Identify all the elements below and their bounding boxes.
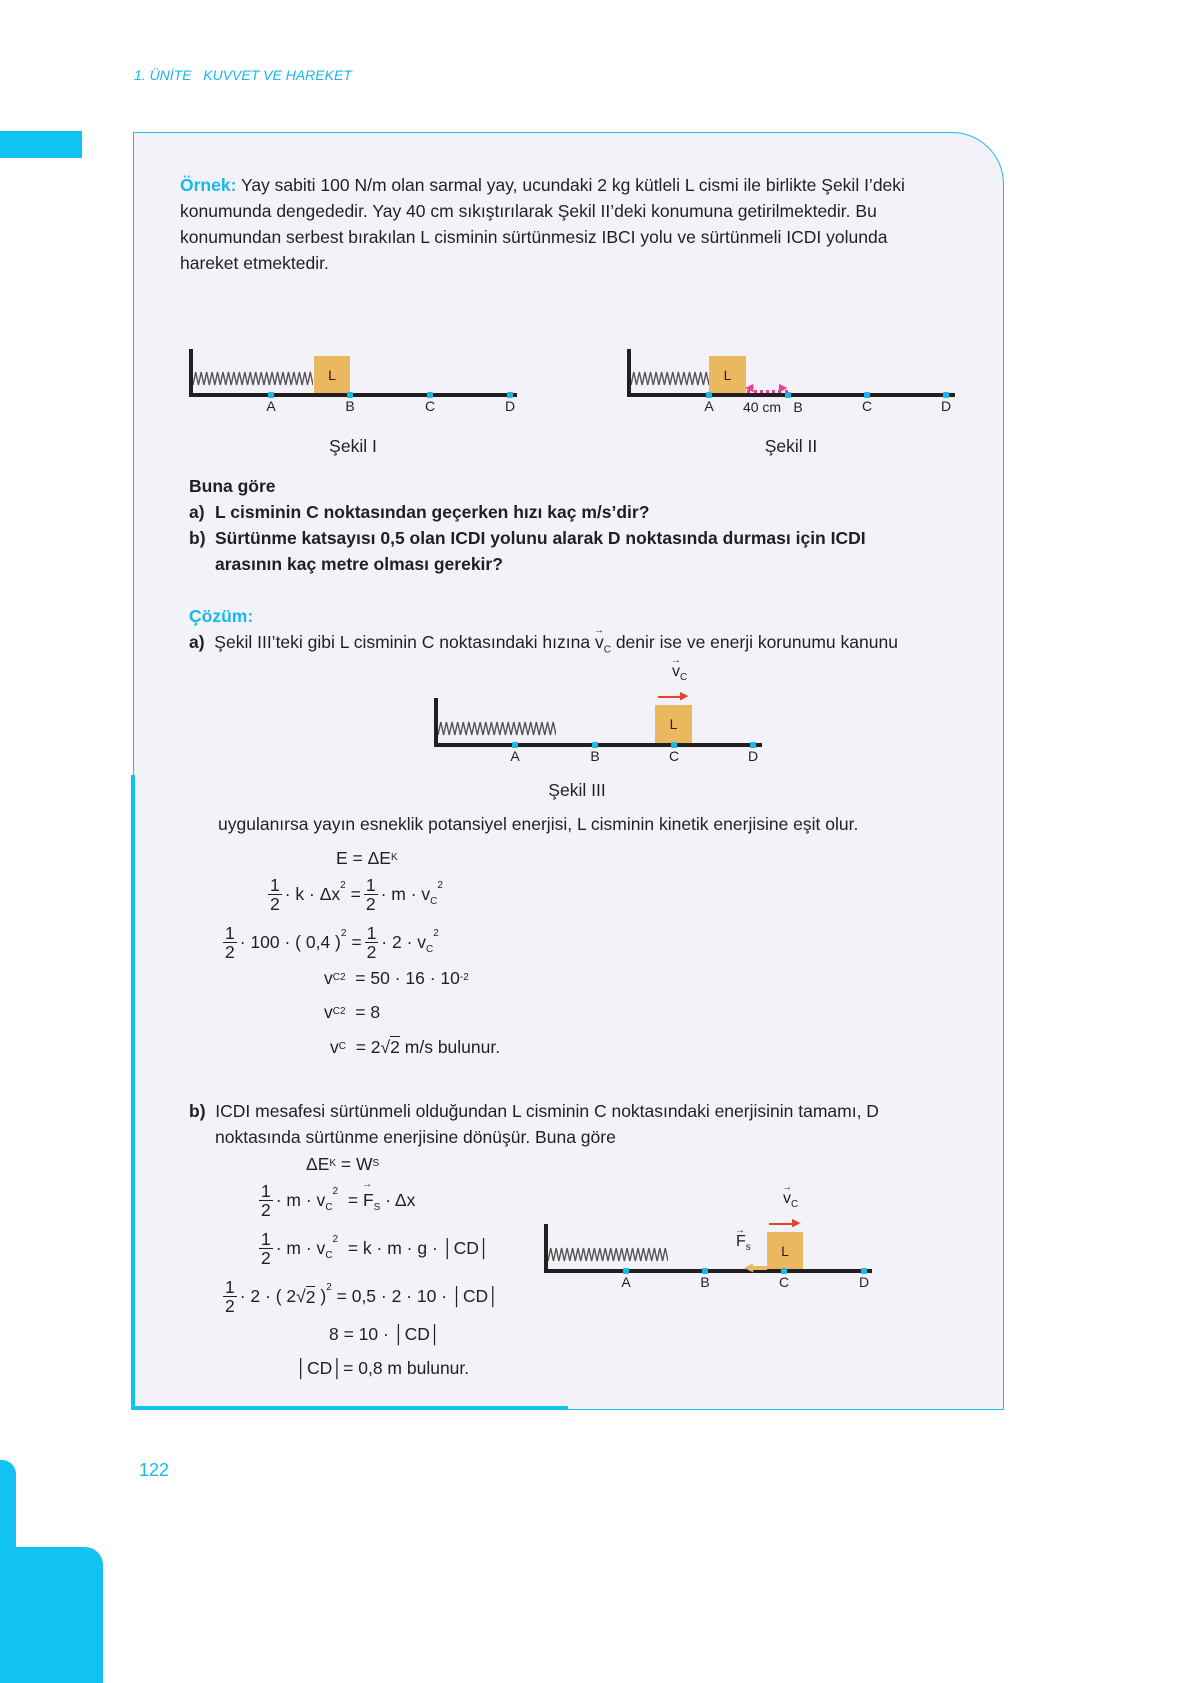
- point-label: C: [861, 398, 873, 414]
- point-label: B: [590, 748, 600, 764]
- block-l: L: [655, 705, 692, 743]
- spring: [548, 1247, 668, 1262]
- velocity-arrow: [769, 1223, 794, 1225]
- point-label: A: [510, 748, 520, 764]
- page-number: 122: [139, 1460, 170, 1480]
- spring: [193, 371, 313, 386]
- eq-b6: │CD│= 0,8 m bulunur.: [296, 1358, 470, 1378]
- point-label: A: [266, 398, 276, 414]
- box-accent-left: [131, 775, 135, 1410]
- point-label: C: [778, 1274, 790, 1290]
- point-label: D: [747, 748, 759, 764]
- arrow-head: ▶: [680, 690, 689, 702]
- floor: [544, 1269, 872, 1273]
- spring: [438, 721, 556, 736]
- point-label: D: [858, 1274, 870, 1290]
- caption-fig1: Şekil I: [329, 436, 377, 456]
- solution-b-text: b) ICDI mesafesi sürtünmeli olduğundan L cisminin C noktasındaki enerjisinin tamamı, D noktasında sürtünme enerjisine dönüşür. Buna göre: [189, 1101, 879, 1147]
- velocity-label: → $v_C$: [783, 1190, 798, 1214]
- friction-arrow: [751, 1266, 767, 1270]
- eq-a4: v C 2 = 50 · 16 · 10 -2: [324, 968, 469, 988]
- running-header: 1. ÜNİTE KUVVET VE HAREKET: [134, 67, 352, 83]
- arrow-head: ▶: [792, 1217, 801, 1229]
- spring: [631, 371, 709, 386]
- distance-label: 40 cm: [742, 399, 782, 415]
- eq-b5: 8 = 10 · │CD│: [329, 1324, 441, 1344]
- solution-label: Çözüm:: [189, 606, 254, 626]
- point-label: C: [668, 748, 680, 764]
- example-text: Örnek: Yay sabiti 100 N/m olan sarmal yay, ucundaki 2 kg kütleli L cismi ile birlikte Şekil I’deki konumunda dengededir. Yay 40 cm sıkıştırılarak Şekil II’deki konumuna getirilmektedir. Bu konumundan serbest bırakılan L cisminin sürtünmesiz IBCI yolu ve sürtünmeli ICDI yolunda hareket etmektedir.: [180, 175, 905, 273]
- point-label: A: [621, 1274, 631, 1290]
- arrow-head: ▶: [779, 382, 788, 394]
- caption-fig2: Şekil II: [764, 436, 818, 456]
- point-label: B: [345, 398, 355, 414]
- eq-b2: 1 2 · m · v $_C$ 2 = → F $_S$ · Δx: [256, 1182, 415, 1219]
- caption-fig3: Şekil III: [548, 780, 606, 800]
- eq-a2: 1 2 · k · Δx $^2$ = $\frac{1}{2}$ · m · v $_C$ 2: [270, 875, 443, 914]
- point-label: B: [793, 399, 803, 415]
- point-label: D: [940, 398, 952, 414]
- point-label: D: [504, 398, 516, 414]
- velocity-label: → $v_C$: [672, 663, 687, 687]
- floor: [434, 743, 762, 747]
- box-accent-bottom: [131, 1406, 568, 1410]
- arrow-head: ◀: [745, 382, 754, 394]
- side-tab-decoration: [0, 131, 82, 158]
- floor: [627, 393, 955, 397]
- eq-a3: 1 2 · 100 · ( 0,4 ) $^2$ = $\frac{1}{2}$ · 2 · v $_C$ 2: [225, 923, 439, 962]
- corner-decoration: [0, 1547, 103, 1683]
- question-a: a) L cisminin C noktasından geçerken hızı kaç m/s’dir?: [189, 502, 650, 522]
- friction-label: → $F_s$: [736, 1233, 751, 1257]
- question-intro: Buna göre: [189, 476, 276, 496]
- point-label: C: [424, 398, 436, 414]
- eq-b1: ΔE K = W S: [306, 1154, 380, 1174]
- solution-a-line1: a) Şekil III’teki gibi L cisminin C noktasındaki hızına → $v_C$ denir ise ve enerji korunumu kanunu: [189, 629, 898, 664]
- block-l: L: [709, 356, 746, 393]
- floor: [189, 393, 517, 397]
- eq-a6: v C = 2 √ 2 m/s bulunur.: [330, 1036, 501, 1057]
- arrow-head: ◀: [744, 1260, 754, 1274]
- eq-a1: E = ΔE K: [336, 848, 398, 868]
- eq-b3: 1 2 · m · v $_C$ 2 = k · m · g · │CD│: [261, 1229, 490, 1268]
- point-label: A: [704, 398, 714, 414]
- question-b: b) Sürtünme katsayısı 0,5 olan ICDI yolunu alarak D noktasında durması için ICDI arasının kaç metre olması gerekir?: [189, 528, 866, 574]
- point-label: B: [700, 1274, 710, 1290]
- block-l: L: [767, 1232, 803, 1269]
- block-l: L: [314, 356, 350, 393]
- velocity-arrow: [658, 696, 682, 698]
- solution-a-line2: uygulanırsa yayın esneklik potansiyel enerjisi, L cisminin kinetik enerjisine eşit olur.: [218, 814, 859, 834]
- eq-a5: v C 2 = 8: [324, 1002, 381, 1022]
- eq-b4: 1 2 · 2 · ( 2 √ 2 ) $^2$ = 0,5 · 2 · 10 · │CD│: [225, 1277, 500, 1316]
